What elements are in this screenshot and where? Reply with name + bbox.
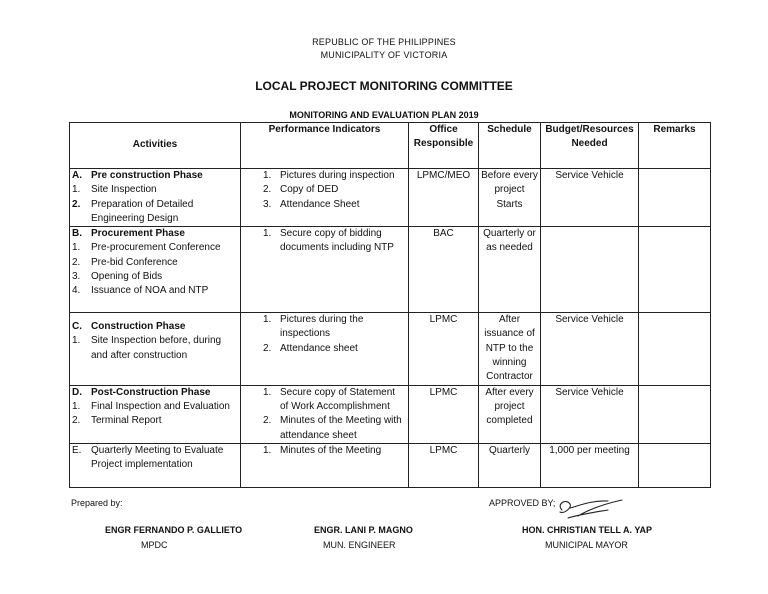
activity-text: Site Inspection bbox=[91, 184, 157, 196]
schedule-cell: Quarterly bbox=[479, 443, 541, 487]
header-performance-indicators: Performance Indicators bbox=[241, 123, 409, 169]
office-cell: LPMC/MEO bbox=[409, 169, 479, 227]
activity-item bbox=[72, 183, 238, 197]
indicator-text: Minutes of the Meeting bbox=[280, 444, 382, 456]
indicator-number: 1. bbox=[263, 170, 272, 181]
indicator-text: Copy of DED bbox=[280, 184, 339, 196]
monitoring-plan-table bbox=[69, 122, 711, 488]
header-activities: Activities bbox=[70, 123, 241, 169]
activities-cell bbox=[70, 385, 241, 443]
activity-item bbox=[72, 400, 238, 414]
activity-number: 2. bbox=[72, 198, 81, 210]
plan-row bbox=[70, 443, 711, 487]
activity-number: 1. bbox=[72, 184, 81, 196]
activity-item bbox=[72, 414, 238, 428]
activity-item bbox=[72, 241, 238, 255]
activity-text: Pre-bid Conference bbox=[91, 256, 178, 268]
activity-number: 4. bbox=[72, 285, 81, 297]
plan-row bbox=[70, 385, 711, 443]
activity-text: Site Inspection before, during and after construction bbox=[91, 335, 222, 361]
budget-cell bbox=[541, 227, 639, 313]
schedule-cell: Before every project Starts bbox=[479, 169, 541, 227]
phase-letter: E. bbox=[72, 444, 82, 456]
activity-item bbox=[72, 270, 238, 284]
prepared-by-label: Prepared by: bbox=[71, 498, 123, 508]
activity-number: 2. bbox=[72, 256, 81, 268]
indicator-number: 1. bbox=[263, 228, 272, 240]
indicator-text: Secure copy of bidding documents including NTP bbox=[280, 228, 394, 254]
signatory-1-title: MPDC bbox=[141, 540, 168, 550]
plan-row bbox=[70, 169, 711, 227]
office-cell: LPMC bbox=[409, 313, 479, 385]
indicator-text: Secure copy of Statement of Work Accomplishment bbox=[280, 386, 396, 412]
budget-cell: 1,000 per meeting bbox=[541, 443, 639, 487]
committee-title: LOCAL PROJECT MONITORING COMMITTEE bbox=[255, 79, 513, 93]
office-cell: BAC bbox=[409, 227, 479, 313]
indicator-item bbox=[263, 414, 406, 443]
indicator-text: Minutes of the Meeting with attendance sheet bbox=[280, 415, 402, 441]
phase-letter: D. bbox=[72, 386, 82, 398]
indicator-item bbox=[263, 198, 406, 212]
activity-text: Issuance of NOA and NTP bbox=[91, 285, 209, 297]
indicator-item bbox=[263, 227, 406, 256]
indicators-cell bbox=[241, 169, 409, 227]
phase-name: Pre construction Phase bbox=[91, 170, 203, 181]
indicator-text: Attendance sheet bbox=[280, 342, 358, 354]
plan-title: MONITORING AND EVALUATION PLAN 2019 bbox=[289, 110, 479, 120]
activity-number: 1. bbox=[72, 242, 81, 254]
indicator-item bbox=[263, 386, 406, 415]
plan-row bbox=[70, 313, 711, 385]
remarks-cell bbox=[639, 443, 711, 487]
header-budget-resources: Budget/Resources Needed bbox=[541, 123, 639, 169]
phase-name: Post-Construction Phase bbox=[91, 386, 211, 398]
activity-item bbox=[72, 284, 238, 298]
budget-cell: Service Vehicle bbox=[541, 313, 639, 385]
remarks-cell bbox=[639, 227, 711, 313]
activity-number: 1. bbox=[72, 400, 81, 412]
phase-letter: C. bbox=[72, 321, 82, 333]
indicator-text: Pictures during the inspections bbox=[280, 314, 364, 340]
indicators-cell bbox=[241, 443, 409, 487]
activity-number: 1. bbox=[72, 335, 81, 347]
municipality-heading: MUNICIPALITY OF VICTORIA bbox=[320, 50, 448, 60]
activities-cell bbox=[70, 313, 241, 385]
office-cell: LPMC bbox=[409, 443, 479, 487]
activities-cell bbox=[70, 169, 241, 227]
indicator-number: 1. bbox=[263, 386, 272, 398]
budget-cell: Service Vehicle bbox=[541, 169, 639, 227]
signatory-3-title: MUNICIPAL MAYOR bbox=[545, 540, 628, 550]
indicator-number: 1. bbox=[263, 444, 272, 456]
header-schedule: Schedule bbox=[479, 123, 541, 169]
phase-name: Quarterly Meeting to Evaluate Project implementation bbox=[91, 444, 224, 471]
indicator-number: 2. bbox=[263, 184, 272, 196]
phase-name: Construction Phase bbox=[91, 321, 186, 333]
indicator-item bbox=[263, 183, 406, 197]
indicators-cell bbox=[241, 313, 409, 385]
signatory-2-name: ENGR. LANI P. MAGNO bbox=[314, 525, 413, 535]
indicator-text: Attendance Sheet bbox=[280, 198, 360, 210]
activity-text: Opening of Bids bbox=[91, 271, 163, 283]
republic-heading: REPUBLIC OF THE PHILIPPINES bbox=[312, 37, 456, 47]
activity-item bbox=[72, 256, 238, 270]
phase-name: Procurement Phase bbox=[91, 228, 185, 240]
schedule-cell: Quarterly or as needed bbox=[479, 227, 541, 313]
header-office-responsible: Office Responsible bbox=[409, 123, 479, 169]
phase-letter: B. bbox=[72, 228, 82, 240]
activity-item bbox=[72, 198, 238, 227]
indicator-text: Pictures during inspection bbox=[280, 170, 395, 181]
budget-cell: Service Vehicle bbox=[541, 385, 639, 443]
activity-item bbox=[72, 334, 238, 363]
remarks-cell bbox=[639, 313, 711, 385]
indicator-item bbox=[263, 169, 406, 183]
indicator-number: 2. bbox=[263, 342, 272, 354]
activity-number: 3. bbox=[72, 271, 81, 283]
office-cell: LPMC bbox=[409, 385, 479, 443]
indicator-number: 2. bbox=[263, 415, 272, 427]
schedule-cell: After every project completed bbox=[479, 385, 541, 443]
activity-text: Pre-procurement Conference bbox=[91, 242, 221, 254]
signatory-2-title: MUN. ENGINEER bbox=[323, 540, 396, 550]
schedule-cell: After issuance of NTP to the winning Contractor bbox=[479, 313, 541, 385]
activities-cell bbox=[70, 227, 241, 313]
indicator-item bbox=[263, 313, 406, 342]
signatory-1-name: ENGR FERNANDO P. GALLIETO bbox=[105, 525, 243, 535]
signatory-3-name: HON. CHRISTIAN TELL A. YAP bbox=[522, 525, 653, 535]
activity-number: 2. bbox=[72, 415, 81, 427]
activities-cell bbox=[70, 443, 241, 487]
mayor-signature bbox=[548, 496, 628, 522]
activity-text: Final Inspection and Evaluation bbox=[91, 400, 230, 412]
remarks-cell bbox=[639, 385, 711, 443]
indicator-number: 1. bbox=[263, 314, 272, 326]
phase-letter: A. bbox=[72, 170, 82, 181]
indicators-cell bbox=[241, 385, 409, 443]
indicators-cell bbox=[241, 227, 409, 313]
indicator-item bbox=[263, 444, 406, 458]
approved-by-label: APPROVED BY; bbox=[489, 498, 556, 508]
indicator-item bbox=[263, 342, 406, 356]
header-remarks: Remarks bbox=[639, 123, 711, 169]
activity-text: Preparation of Detailed Engineering Design bbox=[91, 198, 194, 224]
activity-text: Terminal Report bbox=[91, 415, 162, 427]
plan-row bbox=[70, 227, 711, 313]
indicator-number: 3. bbox=[263, 198, 272, 210]
remarks-cell bbox=[639, 169, 711, 227]
